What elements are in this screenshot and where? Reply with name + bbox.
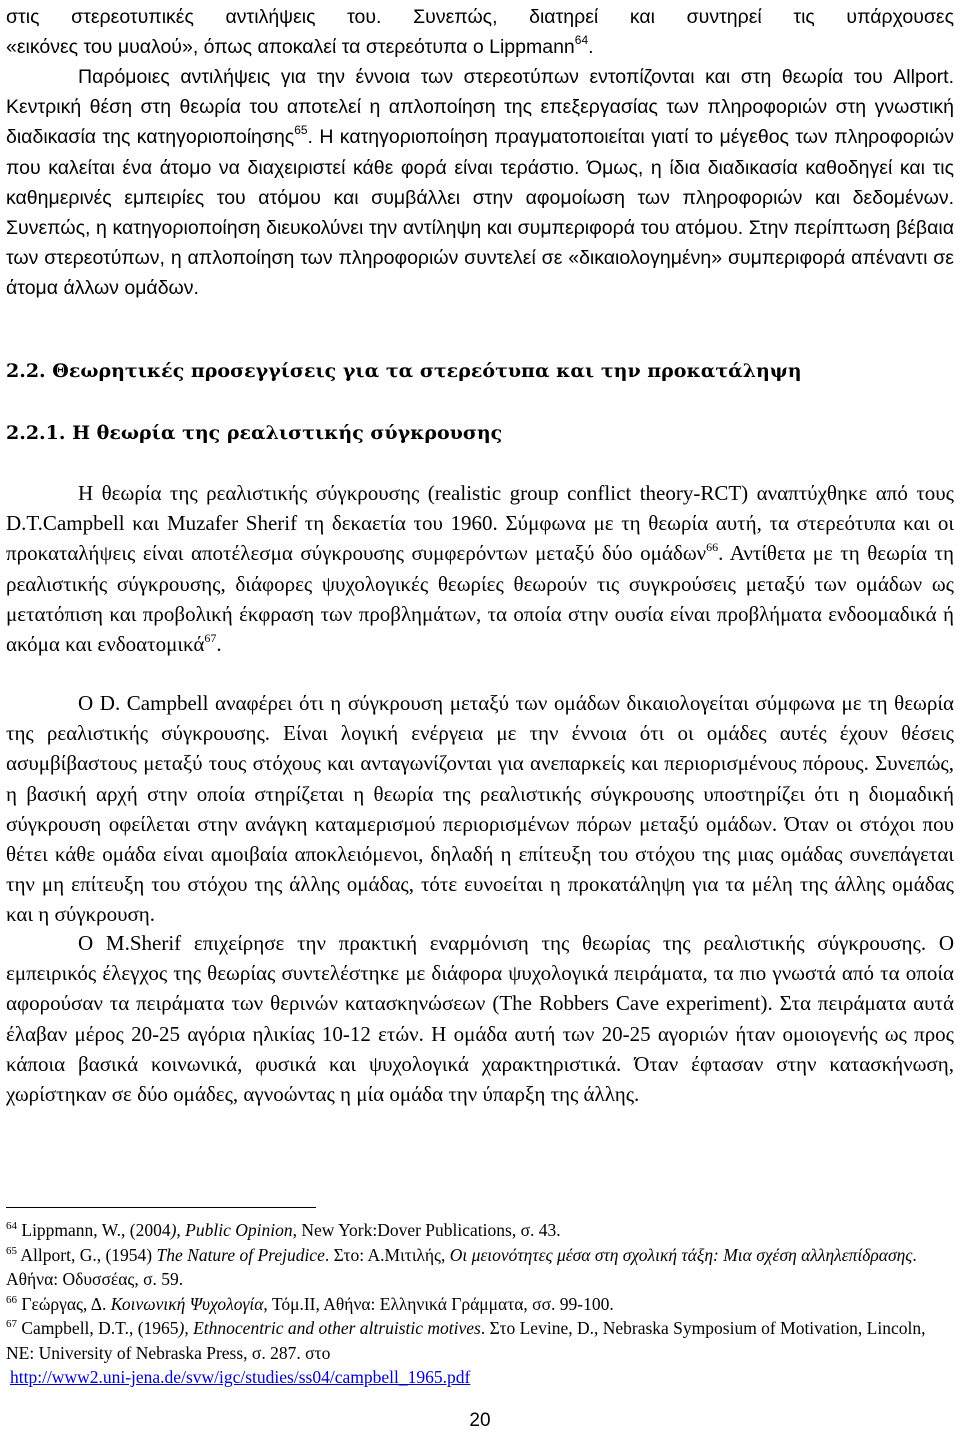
text-span: Lippmann, W., (2004 bbox=[17, 1220, 171, 1240]
text-span: . bbox=[588, 36, 594, 59]
text-span: Γεώργας, Δ. bbox=[17, 1293, 111, 1314]
text-span: . bbox=[216, 632, 222, 657]
paragraph-sherif bbox=[6, 928, 954, 1109]
text-span: Campbell, D.T., (1965 bbox=[17, 1318, 179, 1338]
paragraph-rct bbox=[6, 478, 954, 659]
text-span: , New York:Dover Publications, σ. 43. bbox=[292, 1220, 561, 1240]
footnote-66 bbox=[6, 1292, 954, 1317]
paragraph-allport bbox=[6, 62, 954, 304]
paragraph-text: Ο D. Campbell αναφέρει ότι η σύγκρουση μεταξύ των ομάδων δικαιολογείται σύμφωνα με τη θεωρία της ρεαλιστικής σύγκρουσης. Είναι λογική ενέργεια με την έννοια ότι οι ομάδες αυτές έχουν θέσεις ασυμβίβαστους μεταξύ τους στόχους και ανταγωνίζονται για ανεπαρκείς και περιορισμένους πόρους. Συνεπώς, η βασική αρχή στην οποία στηρίζεται η θεωρία της ρεαλιστικής σύγκρουσης υποστηρίζει ότι η διομαδική σύγκρουση οφείλεται στην ανάγκη καταμερισμού περιορισμένων πόρων μεταξύ ομάδων. Όταν οι στόχοι που θέτει κάθε ομάδα είναι αμοιβαία αποκλειόμενοι, δηλαδή η επίτευξη του στόχου της μιας ομάδας συνεπάγεται την μη επίτευξη του στόχου της άλλης ομάδας, τότε ευνοείται η προκατάληψη για τα μέλη της άλλης ομάδας και η σύγκρουση. bbox=[6, 691, 954, 927]
subsection-heading: 2.2.1. Η θεωρία της ρεαλιστικής σύγκρουσης bbox=[6, 422, 503, 444]
italic-title: Οι μειονότητες μέσα στη σχολική τάξη: Μια σχέση αλληλεπίδρασης bbox=[449, 1244, 913, 1265]
footnote-65 bbox=[6, 1243, 954, 1292]
text-line bbox=[6, 32, 954, 62]
section-heading: 2.2. Θεωρητικές προσεγγίσεις για τα στερεότυπα και την προκατάληψη bbox=[6, 360, 802, 382]
footnotes bbox=[6, 1218, 954, 1390]
text-span: . Στο: Α.Μιτιλής, bbox=[324, 1244, 450, 1265]
text-span: , Τόμ.ΙΙ, Αθήνα: Ελληνικά Γράμματα, σσ. 99-100. bbox=[263, 1293, 614, 1314]
footnote-number: 67 bbox=[6, 1318, 17, 1330]
footnote-ref[interactable]: 66 bbox=[706, 540, 719, 555]
text-span: Allport, G., (1954) bbox=[17, 1244, 157, 1265]
text-span: Παρόμοιες αντιλήψεις για την έννοια των στερεοτύπων εντοπίζονται και στη θεωρία του Allport. Κεντρική θέση στη θεωρία του αποτελεί η απλοποίηση της επεξεργασίας των πληροφοριών στη γνωστική διαδικασία της κατηγοριοποίησης bbox=[6, 66, 954, 149]
footnote-ref[interactable]: 64 bbox=[574, 33, 589, 48]
italic-title: Κοινωνική Ψυχολογία bbox=[110, 1293, 264, 1314]
text-span: στις στερεοτυπικές αντιλήψεις του. Συνεπώς, διατηρεί και συντηρεί τις υπάρχουσες bbox=[6, 6, 954, 28]
footnote-number: 66 bbox=[6, 1293, 17, 1306]
text-span: Όμως, η ίδια διαδικασία καθοδηγεί και τις καθημερινές εμπειρίες του ατόμου και συμβάλλει στην αφομοίωση των πληροφοριών και δεδομένων. Συνεπώς, η κατηγοριοποίηση διευκολύνει την αντίληψη και συμπεριφορά του ατόμου. Στην περίπτωση βέβαια των στερεοτύπων, η απλοποίηση των πληροφοριών συντελεί σε «δικαιολογημένη» συμπεριφορά απέναντι σε άτομα άλλων ομάδων. bbox=[6, 156, 954, 300]
text-span: . Αθήνα: Οδυσσέας, σ. 59. bbox=[6, 1244, 917, 1289]
footnote-number: 64 bbox=[6, 1220, 17, 1232]
text-span: . Η κατηγοριοποίηση πραγματοποιείται γιατί το μέγεθος των πληροφοριών που καλείται ένα άτομο να διαχειριστεί κάθε φορά είναι τεράστιο. bbox=[6, 126, 954, 179]
italic-title: ), Public Opinion bbox=[170, 1220, 293, 1240]
paragraph-text: Ο M.Sherif επιχείρησε την πρακτική εναρμόνιση της θεωρίας της ρεαλιστικής σύγκρουσης. Ο εμπειρικός έλεγχος της θεωρίας συντελέστηκε με διάφορα ψυχολογικά πειράματα, τα πιο γνωστά από τα οποία αφορούσαν τα πειράματα των θερινών κατασκηνώσεων (The Robbers Cave experiment). Στα πειράματα αυτά έλαβαν μέρος 20-25 αγόρια ηλικίας 10-12 ετών. Η ομάδα αυτή των 20-25 αγοριών ήταν ομοιογενής ως προς κάποια βασικά κοινωνικά, φυσικά και ψυχολογικά χαρακτηριστικά. Όταν έφτασαν στην κατασκήνωση, χωρίστηκαν σε δύο ομάδες, αγνοώντας η μία ομάδα την ύπαρξη της άλλης. bbox=[6, 931, 954, 1107]
page-number: 20 bbox=[469, 1410, 491, 1431]
footnote-link-line bbox=[6, 1365, 954, 1390]
text-span: «εικόνες του μυαλού», όπως αποκαλεί τα στερεότυπα ο Lippmann bbox=[6, 36, 575, 59]
italic-title: The Nature of Prejudice bbox=[156, 1244, 325, 1265]
paragraph-campbell bbox=[6, 688, 954, 930]
paragraph-text bbox=[6, 478, 954, 659]
italic-title: ), Ethnocentric and other altruistic motives bbox=[178, 1318, 481, 1338]
footnote-separator bbox=[6, 1207, 316, 1208]
paragraph-continuation bbox=[6, 2, 954, 62]
footnote-67 bbox=[6, 1316, 954, 1365]
footnote-64 bbox=[6, 1218, 954, 1243]
text-span: . Αντίθετα με τη θεωρία τη ρεαλιστικής σύγκρουσης, διάφορες ψυχολογικές θεωρίες θεωρούν τις συγκρούσεις μεταξύ των ομάδων ως μετατόπιση και προβολική έκφραση των προβλημάτων, τα οποία στην ουσία είναι προβλήματα ενδοομαδικά ή ακόμα και ενδοατομικά bbox=[6, 541, 954, 657]
text-line bbox=[6, 2, 954, 32]
text-span: Η θεωρία της ρεαλιστικής σύγκρουσης (realistic group conflict theory-RCT) αναπτύχθηκε από τους D.T.Campbell και Muzafer Sherif τη δεκαετία του 1960. Σύμφωνα με τη θεωρία αυτή, τα στερεότυπα και οι προκαταλήψεις είναι αποτέλεσμα σύγκρουσης συμφερόντων μεταξύ δύο ομάδων bbox=[6, 481, 954, 566]
footnote-link[interactable]: http://www2.uni-jena.de/svw/igc/studies/ss04/campbell_1965.pdf bbox=[10, 1367, 471, 1387]
footnote-number: 65 bbox=[6, 1244, 17, 1257]
footnote-ref[interactable]: 67 bbox=[204, 631, 217, 646]
paragraph-text bbox=[6, 62, 954, 304]
text-span: . Στο Levine, D., Nebraska Symposium of Motivation, Lincoln, NE: University of Nebraska Press, σ. 287. στο bbox=[6, 1318, 926, 1363]
footnote-ref[interactable]: 65 bbox=[294, 123, 308, 138]
